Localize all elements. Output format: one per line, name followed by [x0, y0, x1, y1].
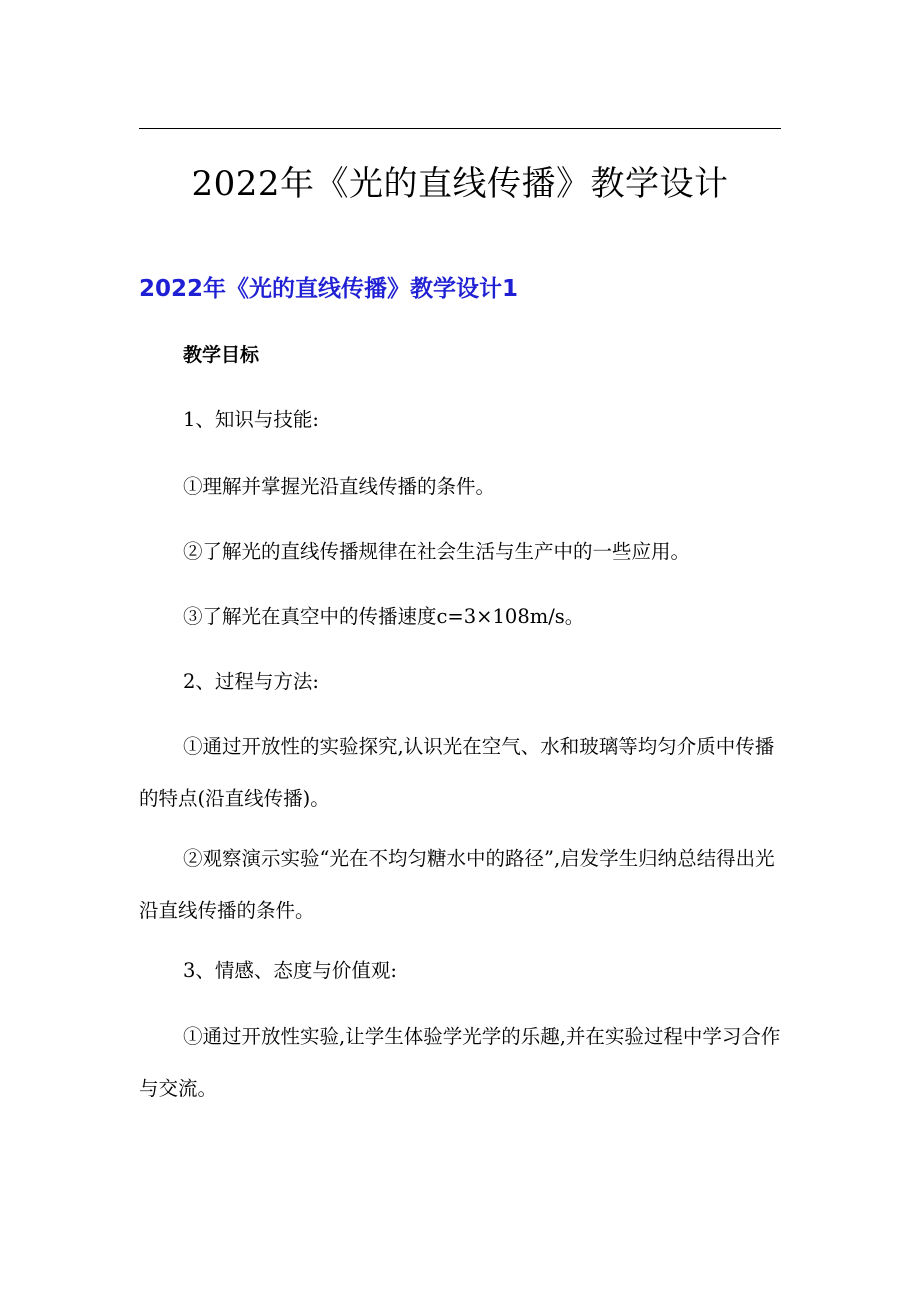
paragraph-item-2: ②了解光的直线传播规律在社会生活与生产中的一些应用。 — [183, 540, 691, 563]
section-heading: 2022年《光的直线传播》教学设计1 — [139, 276, 519, 302]
paragraph-item-1: ①理解并掌握光沿直线传播的条件。 — [183, 475, 496, 498]
paragraph-process-methods: 2、过程与方法: — [183, 670, 319, 693]
teaching-goals-heading: 教学目标 — [183, 344, 260, 366]
document-title: 2022年《光的直线传播》教学设计 — [191, 164, 729, 204]
paragraph-process-item-2: ②观察演示实验“光在不均匀糖水中的路径”,启发学生归纳总结得出光沿直线传播的条件。 — [139, 847, 775, 922]
header-rule — [139, 128, 781, 129]
paragraph-item-3: ③了解光在真空中的传播速度c=3×108m/s。 — [183, 605, 585, 628]
paragraph-emotion-values: 3、情感、态度与价值观: — [183, 959, 397, 982]
paragraph-emotion-item-1: ①通过开放性实验,让学生体验学光学的乐趣,并在实验过程中学习合作与交流。 — [139, 1025, 781, 1100]
paragraph-knowledge-skills: 1、知识与技能: — [183, 408, 319, 431]
paragraph-process-item-1: ①通过开放性的实验探究,认识光在空气、水和玻璃等均匀介质中传播的特点(沿直线传播)。 — [139, 735, 775, 810]
